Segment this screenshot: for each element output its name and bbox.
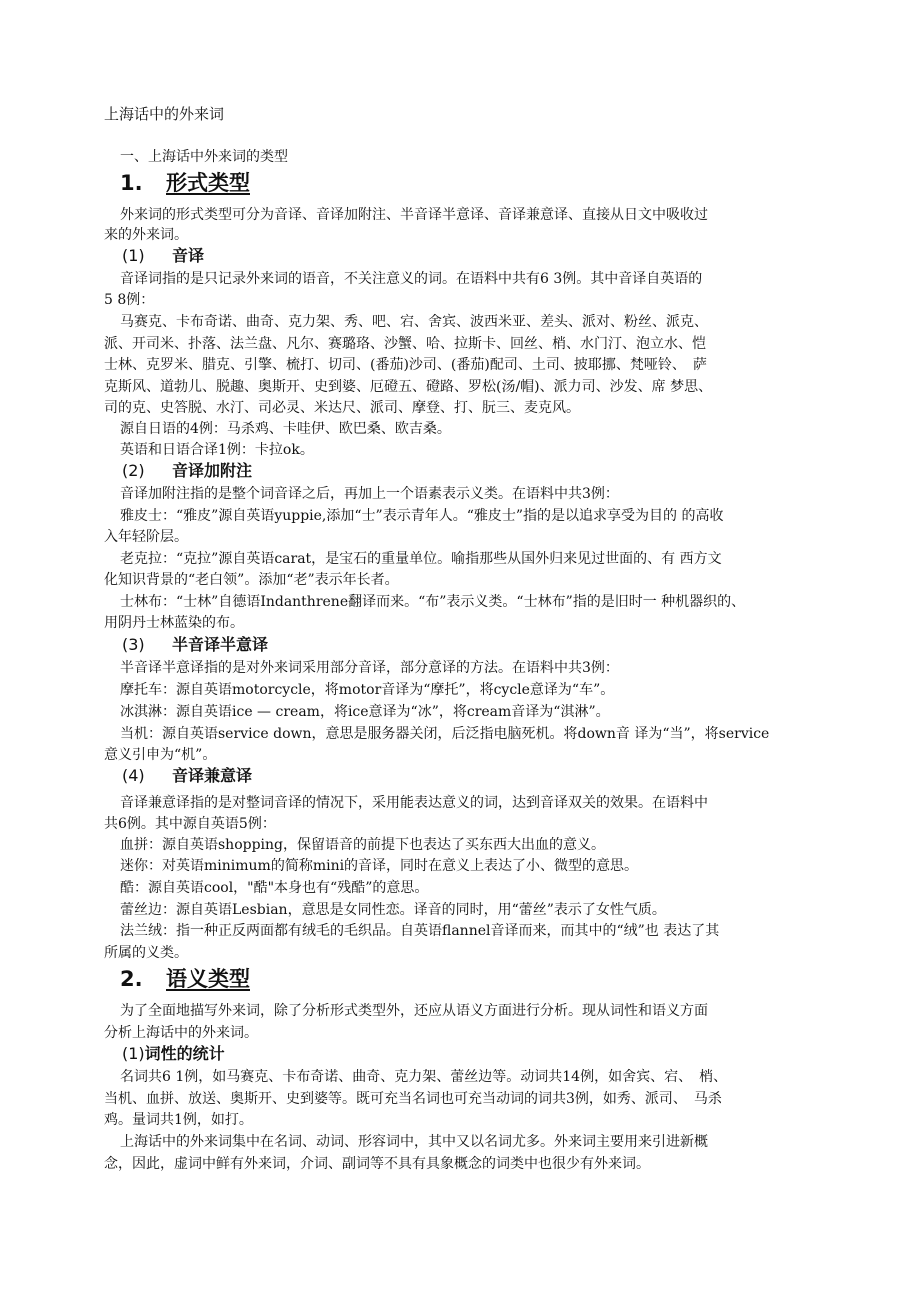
paragraph-line: 共6例。其中源自英语5例： (104, 816, 276, 832)
subsection-title: 音译加附注 (172, 461, 253, 480)
subsection-title: 音译 (172, 246, 205, 265)
paragraph-line: 为了全面地描写外来词，除了分析形式类型外，还应从语义方面进行分析。现从词性和语义方面 (120, 1003, 708, 1019)
section-heading-form-types (120, 170, 250, 196)
paragraph-line: 马赛克、卡布奇诺、曲奇、克力架、秀、吧、宕、舍宾、波西米亚、差头、派对、粉丝、派克、 (120, 314, 708, 330)
paragraph-line: 5 8例： (104, 292, 155, 308)
subsection-number: (1) (122, 1044, 145, 1063)
subsection-heading-transliteration-and-meaning (122, 765, 252, 787)
paragraph-line: 音译兼意译指的是对整词音译的情况下，采用能表达意义的词，达到音译双关的效果。在语料中 (120, 795, 708, 811)
paragraph-line: 酷：源自英语cool，"酷"本身也有“残酷”的意思。 (120, 880, 429, 896)
paragraph-line: 迷你：对英语minimum的简称mini的音译，同时在意义上表达了小、微型的意思。 (120, 858, 639, 874)
paragraph-line: 所属的义类。 (104, 945, 188, 961)
subsection-number: (3) (122, 635, 145, 654)
subsection-number: (1) (122, 246, 145, 265)
paragraph-line: 克斯风、道勃儿、脱趣、奥斯开、史到婆、厄磴五、磴路、罗松(汤/帽)、派力司、沙发、席 梦思、 (104, 379, 713, 395)
paragraph-line: 冰淇淋：源自英语ice — cream，将ice意译为“冰”，将cream音译为“淇淋”。 (120, 704, 610, 720)
paragraph-line: 鸡。量词共1例，如打。 (104, 1112, 253, 1128)
subsection-title: 音译兼意译 (172, 766, 253, 785)
paragraph-line: 分析上海话中的外来词。 (104, 1025, 258, 1041)
paragraph-line: 英语和日语合译1例：卡拉ok。 (120, 442, 314, 458)
paragraph-line: 上海话中的外来词集中在名词、动词、形容词中，其中又以名词尤多。外来词主要用来引进新概 (120, 1134, 708, 1150)
paragraph-line: 士林、克罗米、腊克、引擎、梳打、切司、(番茄)沙司、(番茄)配司、土司、披耶挪、梵哑铃、 萨 (104, 357, 707, 373)
subsection-heading-transliteration (122, 245, 204, 267)
section-number: 2. (120, 967, 143, 991)
subsection-title: 半音译半意译 (172, 635, 269, 654)
paragraph-line: 派、开司米、扑落、法兰盘、凡尔、赛璐珞、沙蟹、哈、拉斯卡、回丝、梢、水门汀、泡立水、恺 (104, 336, 706, 352)
document-title: 上海话中的外来词 (104, 105, 225, 123)
paragraph-line: 念，因此，虚词中鲜有外来词，介词、副词等不具有具象概念的词类中也很少有外来词。 (104, 1156, 650, 1172)
paragraph-line: 当机、血拼、放送、奥斯开、史到婆等。既可充当名词也可充当动词的词共3例，如秀、派司、 马杀 (104, 1091, 722, 1107)
paragraph-line: 士林布：“士林”自德语Indanthrene翻译而来。“布”表示义类。“士林布”指的是旧时一 种机器织的、 (120, 594, 746, 610)
paragraph-line: 司的克、史答脱、水汀、司必灵、米达尺、派司、摩登、打、朊三、麦克风。 (104, 400, 580, 416)
paragraph-line: 摩托车：源自英语motorcycle，将motor音译为“摩托”，将cycle意译为“车”。 (120, 682, 615, 698)
paragraph-line: 化知识背景的“老白领”。添加“老”表示年长者。 (104, 572, 399, 588)
paragraph-line: 用阴丹士林蓝染的布。 (104, 615, 244, 631)
subsection-title: 词性的统计 (144, 1044, 225, 1063)
paragraph-line: 外来词的形式类型可分为音译、音译加附注、半音译半意译、音译兼意译、直接从日文中吸收过 (120, 207, 708, 223)
paragraph-line: 蕾丝边：源自英语Lesbian，意思是女同性恋。译音的同时，用“蕾丝”表示了女性气质。 (120, 902, 666, 918)
section-number: 1. (120, 171, 143, 195)
paragraph-line: 名词共6 1例，如马赛克、卡布奇诺、曲奇、克力架、蕾丝边等。动词共14例，如舍宾、宕、 梢、 (120, 1069, 728, 1085)
section-title: 形式类型 (166, 171, 250, 195)
paragraph-line: 音译词指的是只记录外来词的语音，不关注意义的词。在语料中共有6 3例。其中音译自英语的 (120, 271, 703, 287)
subsection-number: (4) (122, 766, 145, 785)
section-title: 语义类型 (166, 967, 250, 991)
paragraph-line: 老克拉：“克拉”源自英语carat，是宝石的重量单位。喻指那些从国外归来见过世面的、有 西方文 (120, 551, 722, 567)
paragraph-line: 半音译半意译指的是对外来词采用部分音译，部分意译的方法。在语料中共3例： (120, 660, 619, 676)
paragraph-line: 法兰绒：指一种正反两面都有绒毛的毛织品。自英语flannel音译而来，而其中的“绒”也 表达了其 (120, 923, 720, 939)
paragraph-line: 当机：源自英语service down，意思是服务器关闭，后泛指电脑死机。将down音 译为“当”，将service (120, 726, 770, 742)
part-heading: 一、上海话中外来词的类型 (120, 149, 288, 165)
paragraph-line: 源自日语的4例：马杀鸡、卡哇伊、欧巴桑、欧吉桑。 (120, 421, 451, 437)
paragraph-line: 入年轻阶层。 (104, 529, 188, 545)
subsection-heading-part-of-speech (122, 1043, 225, 1065)
subsection-heading-transliteration-with-annotation (122, 460, 252, 482)
paragraph-line: 意义引申为“机”。 (104, 747, 217, 763)
subsection-number: (2) (122, 461, 145, 480)
subsection-heading-half-transliteration (122, 634, 268, 656)
paragraph-line: 来的外来词。 (104, 227, 188, 243)
paragraph-line: 音译加附注指的是整个词音译之后，再加上一个语素表示义类。在语料中共3例： (120, 486, 619, 502)
section-heading-semantic-types (120, 966, 250, 992)
paragraph-line: 雅皮士：“雅皮”源自英语yuppie,添加“士”表示青年人。“雅皮士”指的是以追求享受为目的 的高收 (120, 508, 724, 524)
paragraph-line: 血拼：源自英语shopping，保留语音的前提下也表达了买东西大出血的意义。 (120, 837, 606, 853)
